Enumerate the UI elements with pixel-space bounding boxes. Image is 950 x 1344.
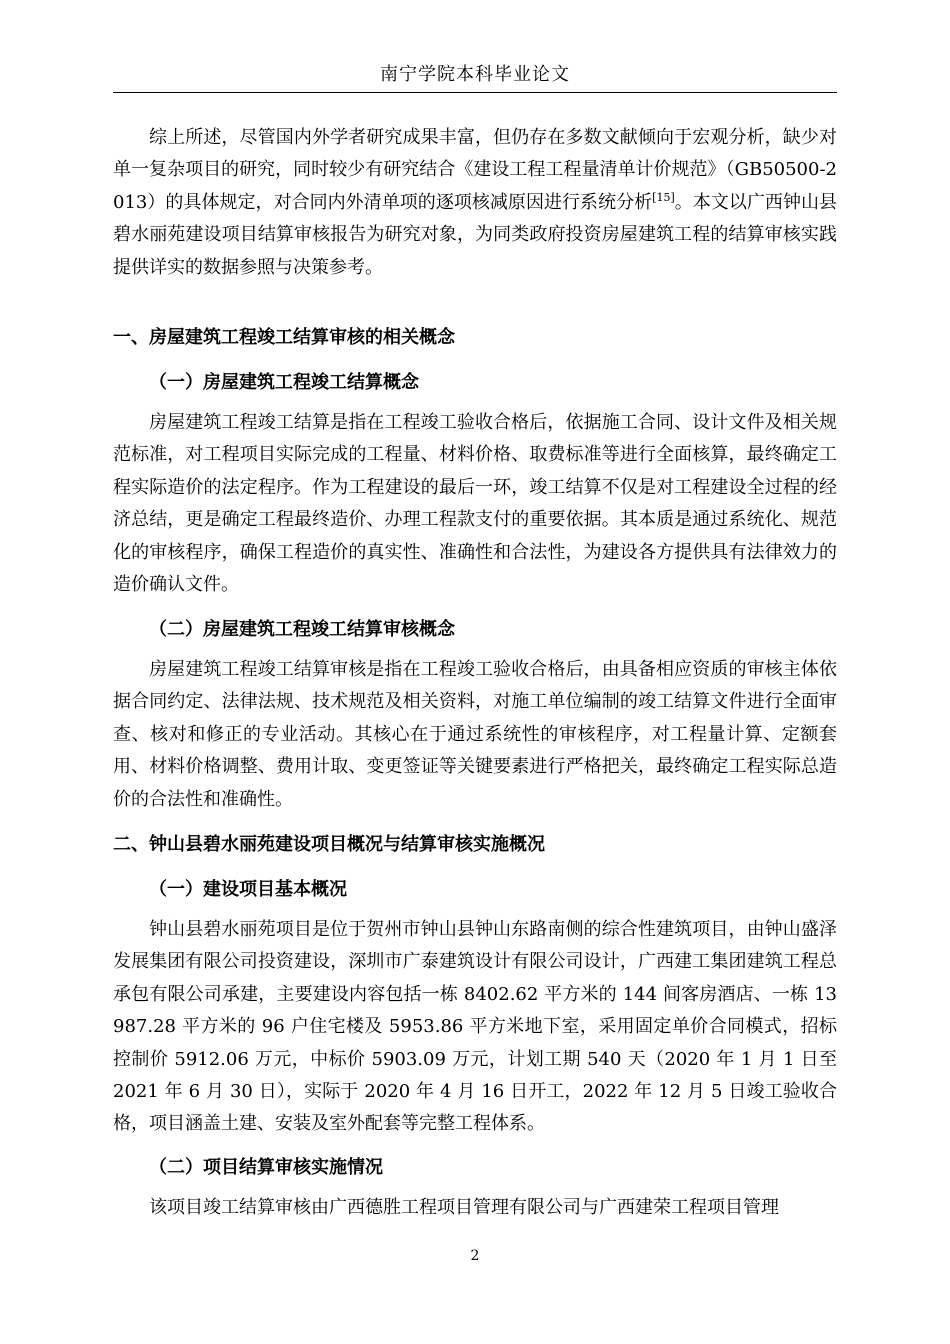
intro-text-after: 。本文以广西钟山县碧水丽苑建设项目结算审核报告为研究对象，为同类政府投资房屋建筑工程的结算审核实践提供详实的数据参照与决策参考。 xyxy=(113,191,837,278)
section-1-1-heading: （一）房屋建筑工程竣工结算概念 xyxy=(149,372,419,393)
intro-text: 综上所述，尽管国内外学者研究成果丰富，但仍存在多数文献倾向于宏观分析，缺少对单一复杂项目的研究，同时较少有研究结合《建设工程工程量清单计价规范》（GB50500-2013）的具体规定，对合同内外清单项的逐项核减原因进行系统分析 xyxy=(113,127,837,213)
running-header: 南宁学院本科毕业论文 xyxy=(380,64,570,85)
section-2-heading: 二、钟山县碧水丽苑建设项目概况与结算审核实施概况 xyxy=(113,834,545,855)
section-2-1-heading: （一）建设项目基本概况 xyxy=(149,879,347,900)
section-2-2-heading: （二）项目结算审核实施情况 xyxy=(149,1157,383,1178)
section-1-2-heading: （二）房屋建筑工程竣工结算审核概念 xyxy=(149,619,455,640)
page-number: 2 xyxy=(470,1248,480,1264)
section-1-1-paragraph: 房屋建筑工程竣工结算是指在工程竣工验收合格后，依据施工合同、设计文件及相关规范标准，对工程项目实际完成的工程量、材料价格、取费标准等进行全面核算，最终确定工程实际造价的法定程序。作为工程建设的最后一环，竣工结算不仅是对工程建设全过程的经济总结，更是确定工程最终造价、办理工程款支付的重要依据。其本质是通过系统化、规范化的审核程序，确保工程造价的真实性、准确性和合法性，为建设各方提供具有法律效力的造价确认文件。 xyxy=(113,412,837,596)
section-1-heading: 一、房屋建筑工程竣工结算审核的相关概念 xyxy=(113,327,455,348)
header-rule xyxy=(113,92,837,93)
citation-ref: [15] xyxy=(652,190,675,204)
section-1-2-paragraph: 房屋建筑工程竣工结算审核是指在工程竣工验收合格后，由具备相应资质的审核主体依据合同约定、法律法规、技术规范及相关资料，对施工单位编制的竣工结算文件进行全面审查、核对和修正的专业活动。其核心在于通过系统性的审核程序，对工程量计算、定额套用、材料价格调整、费用计取、变更签证等关键要素进行严格把关，最终确定工程实际总造价的合法性和准确性。 xyxy=(113,659,837,810)
section-2-2-paragraph: 该项目竣工结算审核由广西德胜工程项目管理有限公司与广西建荣工程项目管理 xyxy=(149,1197,779,1218)
section-2-1-paragraph: 钟山县碧水丽苑项目是位于贺州市钟山县钟山东路南侧的综合性建筑项目，由钟山盛泽发展集团有限公司投资建设，深圳市广泰建筑设计有限公司设计，广西建工集团建筑工程总承包有限公司承建，主要建设内容包括一栋 8402.62 平方米的 144 间客房酒店、一栋 13987.28 平方米的 96 户住宅楼及 5953.86 平方米地下室，采用固定单价合同模式，招标控制价 5912.06 万元，中标价 5903.09 万元，计划工期 540 天（2020 年 1 月 1 日至 2021 年 6 月 30 日），实际于 2020 年 4 月 16 日开工，2022 年 12 月 5 日竣工验收合格，项目涵盖土建、安装及室外配套等完整工程体系。 xyxy=(113,919,837,1135)
intro-paragraph xyxy=(113,122,837,284)
